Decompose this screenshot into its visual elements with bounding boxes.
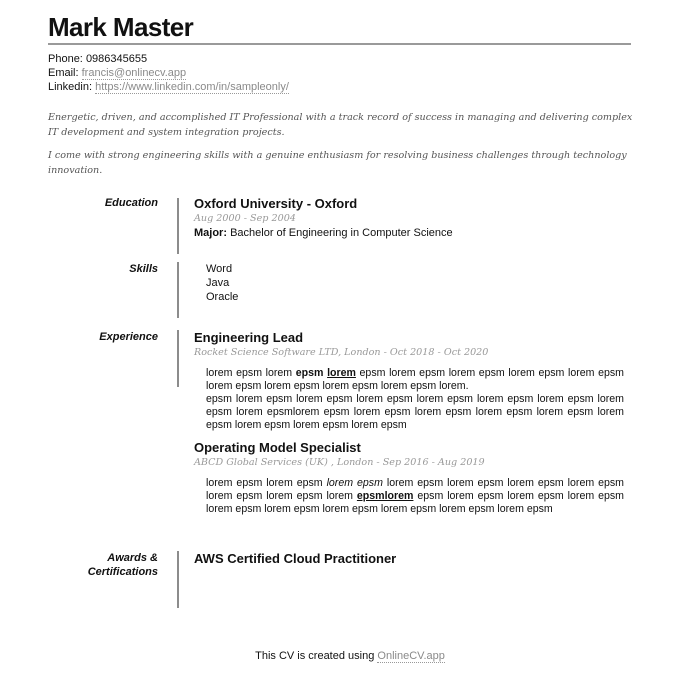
section-divider: [177, 551, 179, 608]
email-link[interactable]: francis@onlinecv.app: [81, 67, 187, 79]
phone-value: 0986345655: [85, 53, 148, 65]
section-label-line: Awards &: [107, 552, 158, 564]
major-value: Bachelor of Engineering in Computer Science: [230, 227, 453, 239]
skill-item: Word: [206, 263, 233, 275]
skill-item: Java: [206, 277, 230, 289]
desc-text: lorem epsm lorem epsm: [206, 477, 327, 489]
section-label: Skills: [129, 263, 158, 275]
job-company: ABCD Global Services (UK) , London - Sep 2016 - Aug 2019: [194, 457, 485, 468]
summary: [48, 110, 638, 186]
skills-list: [206, 262, 646, 304]
desc-text: epsm lorem epsm lorem epsm lorem epsm lorem epsm lorem epsm lorem epsm lorem epsm lorem epsmlorem epsm lorem epsm lorem epsm lorem epsm lorem epsm lorem epsm lorem epsm lorem epsm lorem epsm: [206, 393, 624, 431]
job-entry: [194, 330, 634, 432]
education-entry: [194, 196, 634, 240]
school-name: Oxford University - Oxford: [194, 196, 358, 211]
desc-bold-underline: epsmlorem: [356, 490, 414, 502]
phone-row: [48, 52, 289, 66]
linkedin-link[interactable]: https://www.linkedin.com/in/sampleonly/: [95, 81, 289, 93]
desc-text: epsm lorem epsm lorem epsm lorem epsm lorem epsm lorem epsm lorem epsm lorem epsm lorem epsm lorem epsm: [206, 490, 624, 515]
job-description: [206, 477, 624, 516]
education-dates: Aug 2000 - Sep 2004: [194, 213, 296, 224]
email-row: [48, 66, 289, 80]
job-company: Rocket Science Software LTD, London - Oct 2018 - Oct 2020: [194, 347, 489, 358]
section-label-line: Certifications: [87, 566, 158, 578]
job-entry: [194, 440, 634, 516]
desc-text: lorem epsm lorem: [206, 367, 296, 379]
summary-paragraph: Energetic, driven, and accomplished IT Professional with a track record of success in managing and delivering complex IT development and system integration projects.: [48, 112, 633, 138]
header-divider: [48, 43, 631, 45]
phone-label: Phone:: [48, 53, 83, 65]
desc-bold-underline: lorem: [327, 367, 356, 379]
email-label: Email:: [48, 67, 79, 79]
award-item: AWS Certified Cloud Practitioner: [194, 551, 397, 566]
experience-list: [194, 330, 634, 516]
section-divider: [177, 198, 179, 254]
major-row: [194, 226, 634, 240]
section-label: [48, 551, 158, 579]
desc-text: lorem epsm lorem epsm lorem epsm lorem epsm lorem epsm lorem epsm lorem: [206, 477, 625, 502]
contact-info: [48, 52, 289, 94]
major-label: Major:: [194, 227, 227, 239]
awards-list: [194, 551, 634, 567]
footer-text: This CV is created using: [255, 650, 378, 662]
desc-bold: epsm: [295, 367, 324, 379]
job-title: Engineering Lead: [194, 330, 304, 345]
section-divider: [177, 330, 179, 387]
footer: [0, 650, 700, 662]
job-title: Operating Model Specialist: [194, 440, 361, 455]
linkedin-row: [48, 80, 289, 94]
desc-text: epsm lorem epsm lorem epsm lorem epsm lorem epsm lorem epsm lorem epsm lorem epsm lorem epsm lorem.: [206, 367, 624, 392]
desc-italic: lorem epsm: [326, 477, 383, 489]
section-divider: [177, 262, 179, 318]
section-label: Experience: [99, 331, 158, 343]
candidate-name: Mark Master: [48, 12, 194, 42]
skill-item: Oracle: [206, 291, 239, 303]
linkedin-label: Linkedin:: [48, 81, 93, 93]
footer-link[interactable]: OnlineCV.app: [377, 650, 445, 662]
summary-paragraph: I come with strong engineering skills with a genuine enthusiasm for resolving business challenges through technology innovation.: [48, 150, 627, 176]
section-label: Education: [104, 197, 158, 209]
job-description: [206, 367, 624, 432]
